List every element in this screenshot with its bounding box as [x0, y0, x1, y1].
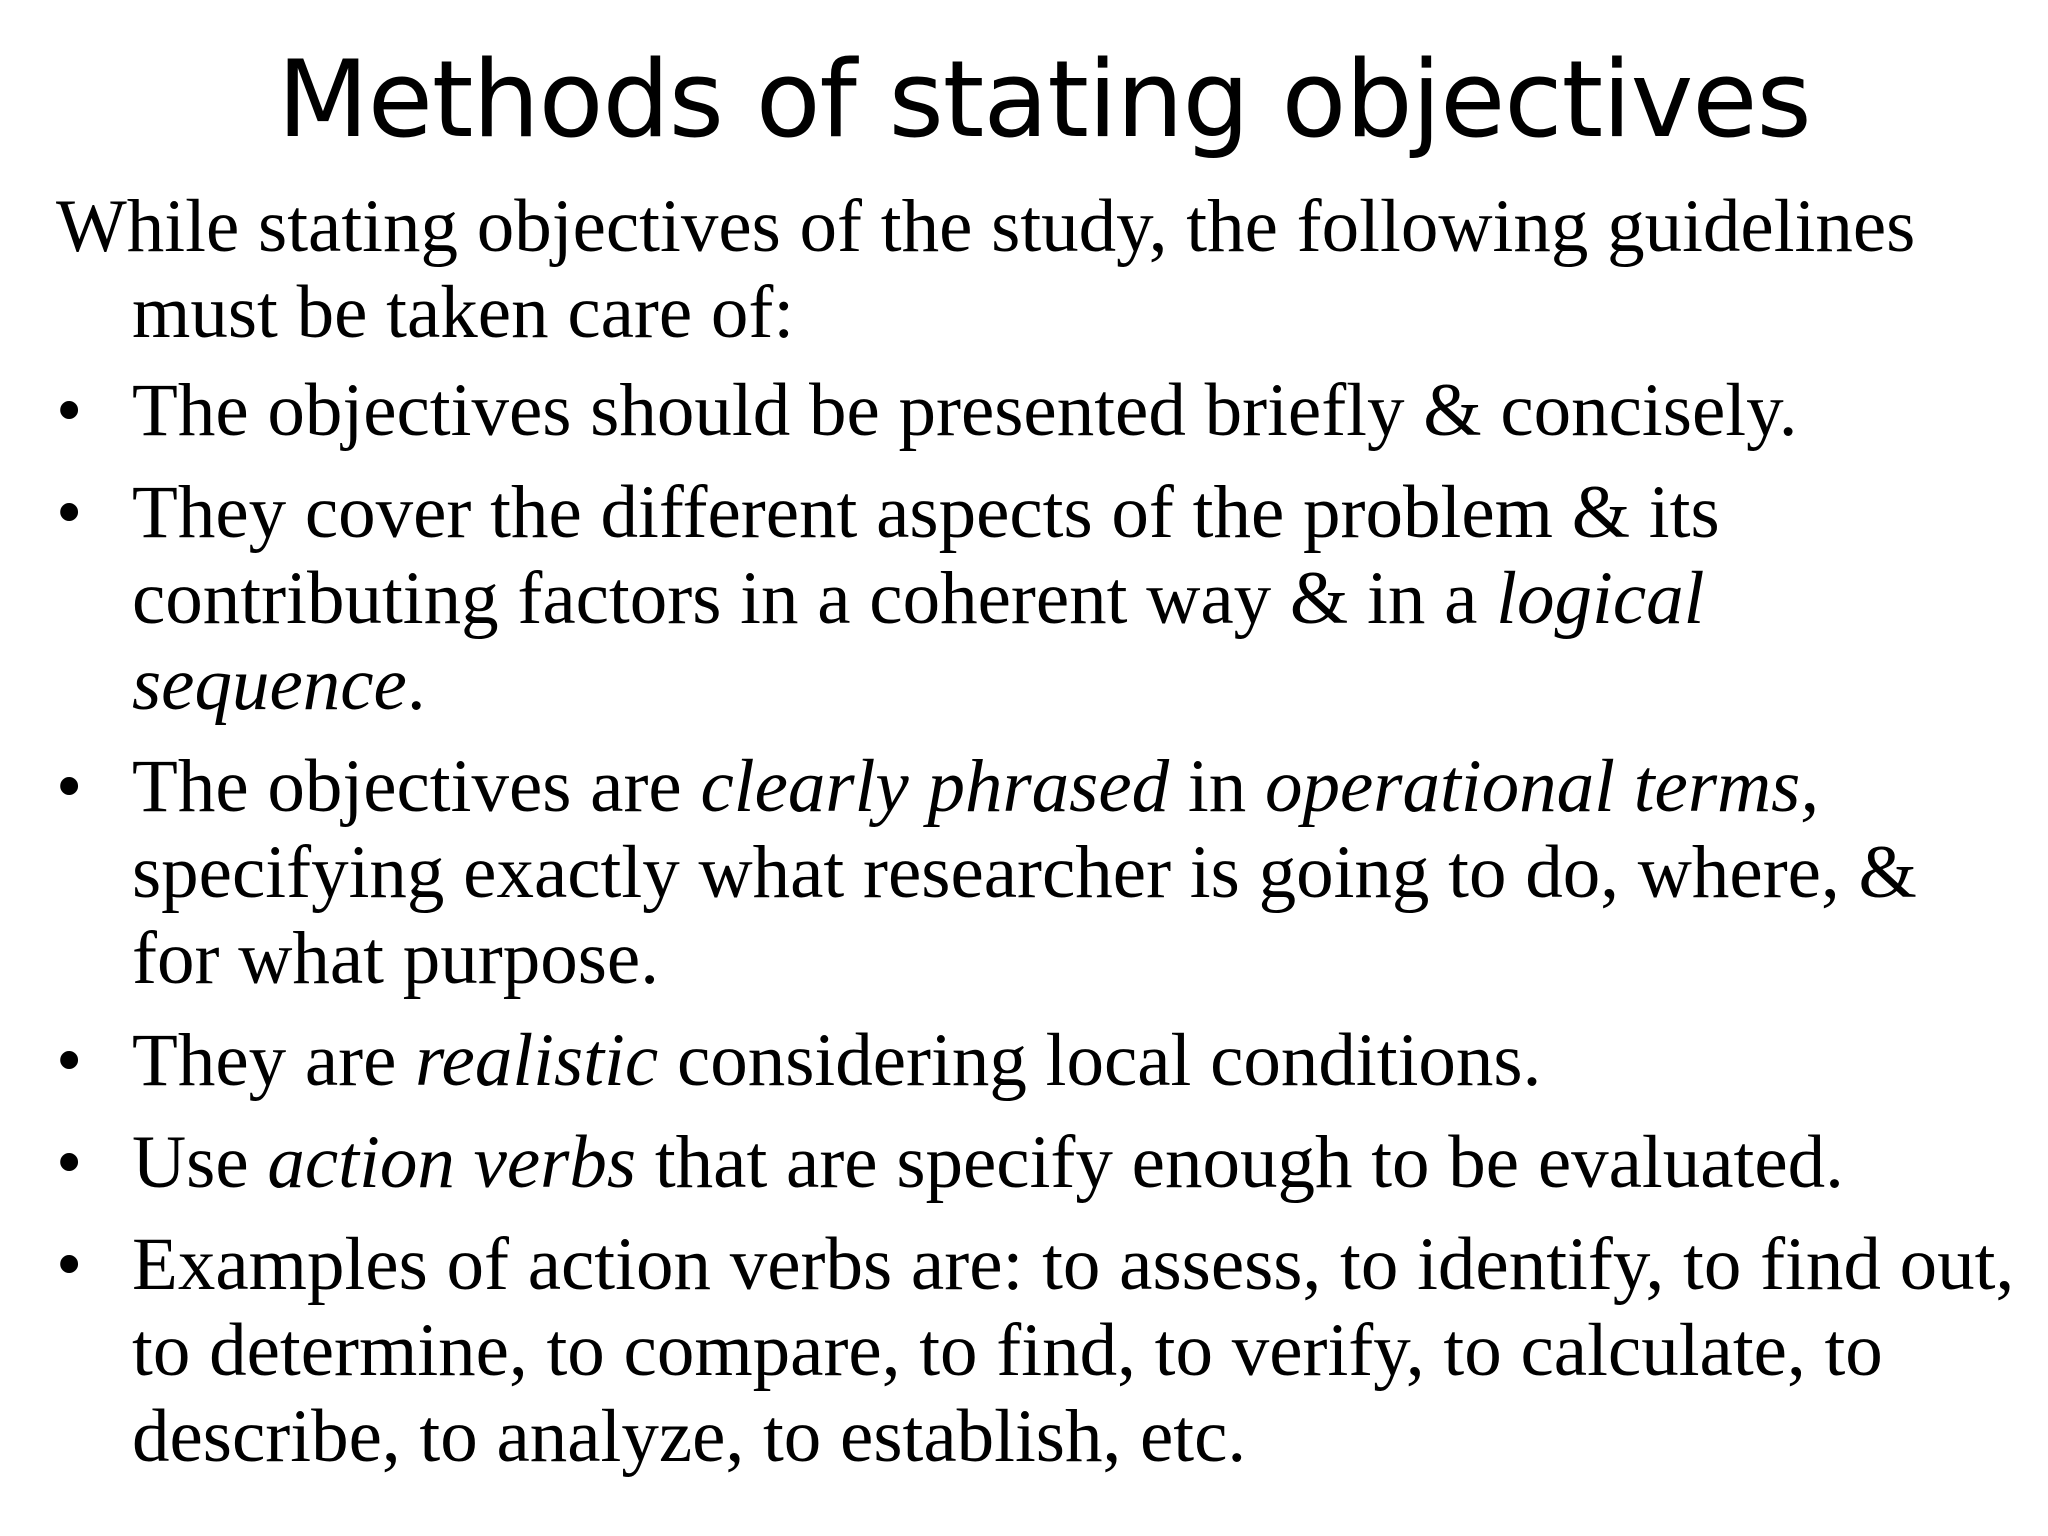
bullet-icon: •: [56, 1223, 83, 1306]
bullet-emphasis: operational terms,: [1264, 745, 1820, 828]
bullet-text: that are specify enough to be evaluated.: [636, 1121, 1844, 1204]
bullet-text: considering local conditions.: [658, 1019, 1542, 1102]
bullet-text: The objectives should be presented briefly & concisely.: [132, 369, 1798, 452]
bullet-text: They cover the different aspects of the problem & its contributing factors in a coherent way & in a: [132, 471, 1720, 640]
bullet-item: [56, 1018, 2016, 1104]
bullet-item: [56, 1120, 2016, 1206]
bullet-text: The objectives are: [132, 745, 701, 828]
bullet-icon: •: [56, 471, 83, 554]
bullet-text: They are: [132, 1019, 416, 1102]
bullet-item: [56, 1222, 2016, 1480]
bullet-item: [56, 470, 2016, 728]
bullet-icon: •: [56, 1121, 83, 1204]
bullet-icon: •: [56, 369, 83, 452]
bullet-text: Use: [132, 1121, 268, 1204]
bullet-icon: •: [56, 1019, 83, 1102]
bullet-emphasis: realistic: [415, 1019, 659, 1102]
bullet-item: [56, 744, 2016, 1002]
bullet-text: in: [1169, 745, 1265, 828]
bullet-list: [56, 368, 2016, 1480]
bullet-icon: •: [56, 745, 83, 828]
bullet-emphasis: logical sequence: [132, 557, 1705, 726]
bullet-text: specifying exactly what researcher is going to do, where, & for what purpose.: [132, 831, 1917, 1000]
bullet-item: [56, 368, 2016, 454]
bullet-text: .: [406, 643, 426, 726]
bullet-emphasis: action verbs: [267, 1121, 637, 1204]
bullet-text: Examples of action verbs are: to assess, to identify, to find out, to determine, to compare, to find, to verify, to calculate, to describe, to analyze, to establish, etc.: [132, 1223, 2015, 1478]
intro-paragraph: While stating objectives of the study, the following guidelines must be taken care of:: [56, 185, 1916, 354]
slide-title: Methods of stating objectives: [277, 38, 1811, 161]
slide-body: [56, 184, 2016, 1496]
bullet-emphasis: clearly phrased: [700, 745, 1170, 828]
